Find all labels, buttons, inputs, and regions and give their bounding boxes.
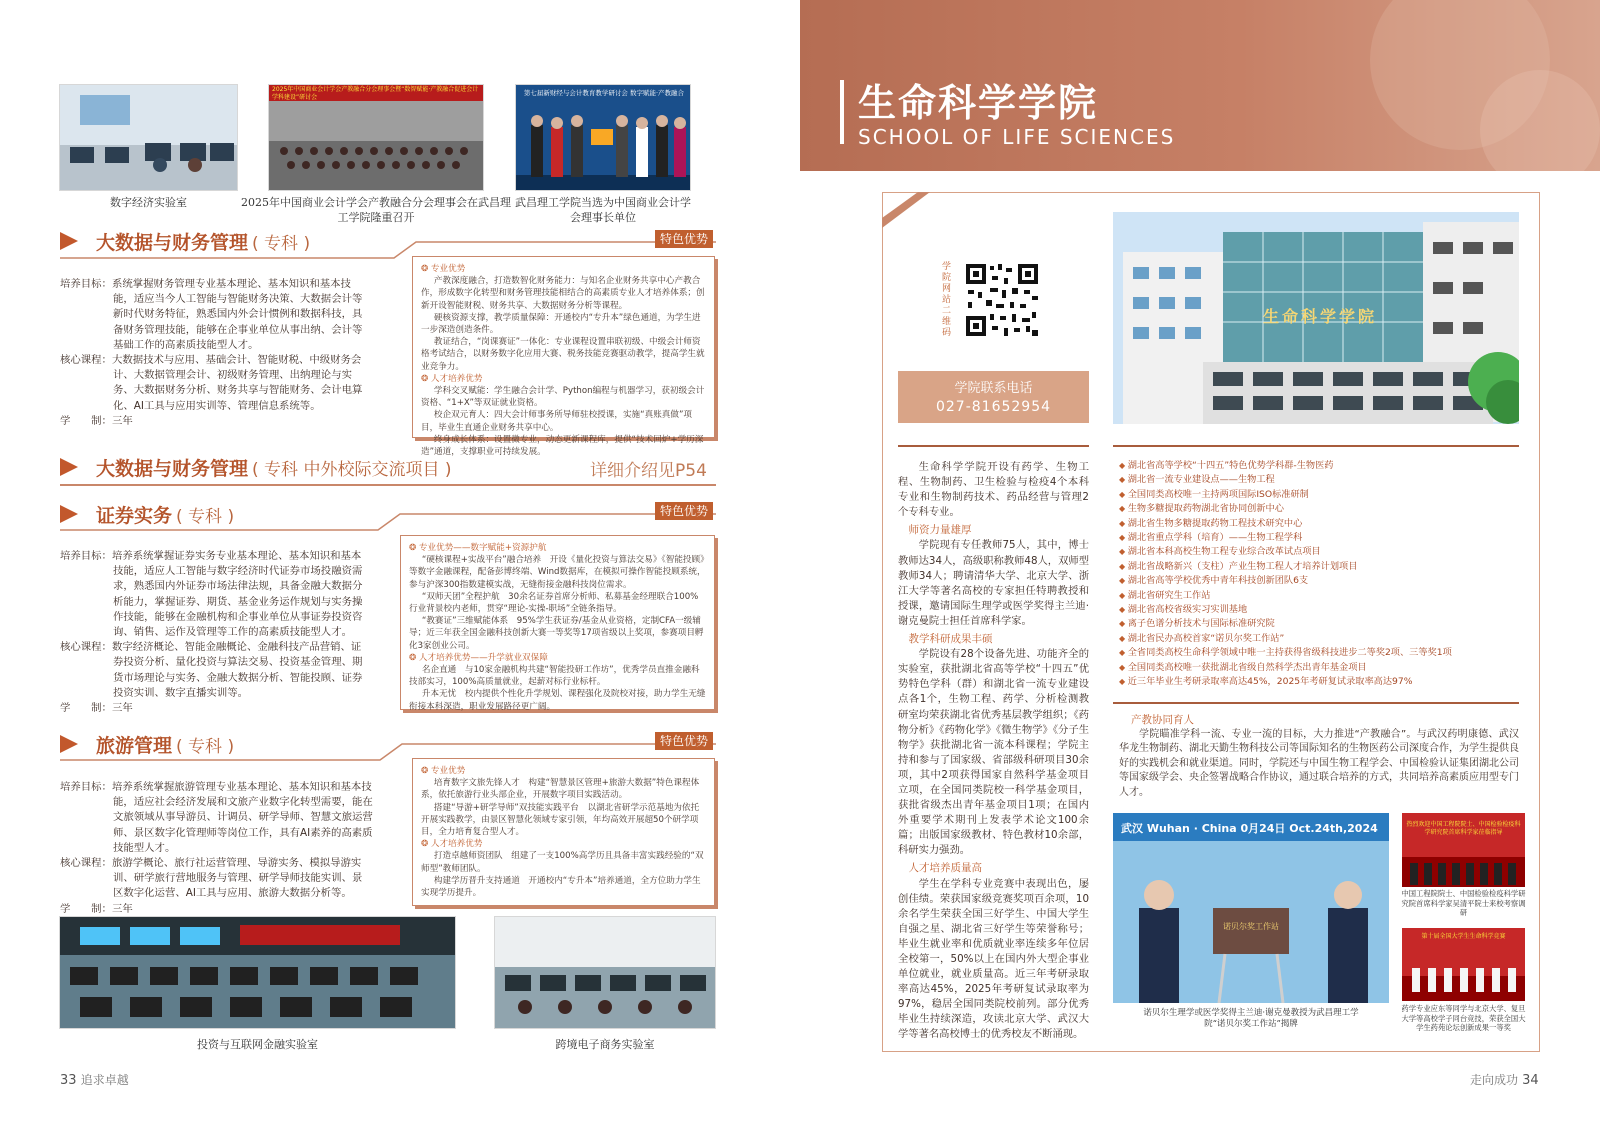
digital-economy-lab-photo [59, 84, 238, 191]
building-photo [1113, 212, 1519, 424]
arrow-icon [60, 458, 78, 476]
award-ceremony-photo [515, 84, 691, 191]
contact-phone-box[interactable] [898, 371, 1089, 423]
divider [1113, 702, 1519, 704]
list-item: ◆ 生物多糖提取药物湖北省协同创新中心 [1119, 502, 1519, 516]
photo-caption: 数字经济实验室 [110, 196, 187, 209]
winners-illustration [1402, 928, 1525, 1001]
list-item: ◆ 湖北省研究生工作站 [1119, 589, 1519, 603]
academician-visit-photo [1402, 813, 1525, 887]
phone-number: 027-81652954 [935, 399, 1052, 415]
photo-caption: 跨境电子商务实验室 [555, 1038, 655, 1051]
award-banner: 第十届全国大学生生命科学竞赛 [1421, 933, 1506, 940]
fintech-lab-photo [59, 916, 456, 1029]
photo-caption: 中国工程院院士、中国检验检疫科学研究院首席科学家吴清平院士来校考察调研 [1401, 889, 1526, 917]
crowd-illustration [269, 85, 484, 191]
photo-caption: 武昌理工学院当选为中国商业会计学会理事长单位 [515, 196, 691, 224]
list-item: ◆ 湖北省生物多糖提取药物工程技术研究中心 [1119, 517, 1519, 531]
section-body: 培养目标：系统掌握财务管理专业基本理论、基本知识和基本技 能，适应当今人工智能与智能财务决策、大数据会计等 新时代财务特征，熟悉国内外会计惯例和数据科技，具 备财务管理技能，能够在企事业单位从事出纳、会计等 基础工作的高素质技能型人才。 核心课程：大数据技术与应用、基础会计、智能财税、中级财务会 计、大数据管理会计、初级财务管理、出纳理论与实 务、大数据财务分析、财务共享与智能财务、会计电算 化、AI工具与应用实训等、管理信息系统等。 学 制：三年 [60, 278, 363, 427]
ceremony-illustration [1113, 813, 1389, 1003]
building-sign: 生命科学学院 [1263, 307, 1378, 326]
nobel-workstation-photo [1113, 813, 1389, 1003]
qr-code-icon[interactable] [964, 262, 1040, 338]
feature-box: ❂ 专业优势 产教深度融合，打造数智化财务能力：与知名企业财务共享中心产教合作，形成数字化转型和财务管理技能相结合的高素质专业人才培养体系；创新开设智能财税、财务共享、大数据财务分析等课程。 硬核资源支撑，教学质量保障：开通校内“专升本”绿色通道，为学生进一步深造创造条件。 教证结合，“岗课赛证”一体化：专业课程设置串联初级、中级会计师资格考试结合，以财务数字化应用大赛、税务技能竞赛驱动教学，提高学生就业竞争力。 ❂ 人才培养优势 学科交叉赋能：学生融合会计学、Python编程与机器学习，获初级会计资格、“1+X”等双证就业资格。 校企双元育人：四大会计师事务所导师驻校授课，实施“真账真做”项目，毕业生直通企业财务共享中心。 终身成长体系：设置微专业，动态更新课程库，提供“技术回炉+学历深造”通道，支撑职业可持续发展。 [412, 256, 715, 438]
conference-banner: 2025年中国商业会计学会产教融合分会理事会暨“数智赋能·产教融合促进会计学科建设”研讨会 [269, 85, 484, 101]
feature-tag: 特色优势 [655, 732, 713, 750]
school-header [800, 0, 1600, 171]
photo-caption: 诺贝尔生理学或医学奖得主兰迪·谢克曼教授为武昌理工学院“诺贝尔奖工作站”揭牌 [1143, 1008, 1359, 1029]
section-body: 培养目标：培养系统掌握证券实务专业基本理论、基本知识和基本 技能，适应人工智能与数字经济时代证券市场投融资需 求，熟悉国内外证券市场法律法规，具备金融大数据分 析能力，掌握证券、期货、基金业务运作规划与实务操 作技能，能够在金融机构和企事业单位从事证券投资咨 询、销售、运作及管理等工作的高素质技能型人才。 核心课程：数字经济概论、智能金融概论、金融科技产品营销、证 券投资分析、量化投资与算法交易、投资基金管理、期 货市场理论与实务、金融大数据分析、智能投顾、证券 投资实训、数字直播实训等。 学 制：三年 [60, 550, 363, 715]
qr-label: 学院网站二维码 [942, 262, 952, 338]
visit-banner: 热烈欢迎中国工程院院士、中国检验检疫科学研究院首席科学家莅临指导 [1406, 821, 1521, 836]
list-item: ◆ 离子色谱分析技术与国际标准研究院 [1119, 617, 1519, 631]
list-item: ◆ 湖北省本科高校生物工程专业综合改革试点项目 [1119, 545, 1519, 559]
photo-caption: 投资与互联网金融实验室 [197, 1038, 318, 1051]
feature-box: ❂ 专业优势——数字赋能+资源护航 “硬核课程+实战平台”融合培养 开设《量化投资与算法交易》《智能投顾》等数字金融课程，配备彭博终端、Wind数据库，在模拟可操作智能投顾系统，参与沪深300指数建模实战，无缝衔接金融科技岗位需求。 “双师天团”全程护航 30余名证券首席分析师、私募基金经理联合100%行业背景校内老师，贯穿“理论-实操-职场”全链条指导。 “教赛证”三维赋能体系 95%学生获证券/基金从业资格，定制CFA一级辅导；近三年获全国金融科技创新大赛一等奖等17项省级以上奖项，参赛项目孵化3家创业公司。 ❂ 人才培养优势——升学就业双保障 名企直通 与10家金融机构共建“智能投研工作坊”，优秀学员直推金融科技部实习，100%高质量就业，起薪对标行业标杆。 升本无忧 校内提供个性化升学规划、课程强化及院校对接，助力学生无缝衔接本科深造，职业发展路径更广阔。 [400, 535, 715, 710]
intro-column: 生命科学学院开设有药学、生物工程、生物制药、卫生检验与检疫4个本科专业和生物制药技术、药品经营与管理2个专科专业。 师资力量雄厚 学院现有专任教师75人，其中，博士教师达34人，高级职称教师48人，双师型教师34人；聘请清华大学、北京大学、浙江大学等著名高校的专家担任特聘教授和授课，邀请国际生理学或医学奖得主兰迪·谢克曼院士担任首席科学家。 教学科研成果丰硕 学院设有28个设备先进、功能齐全的实验室，获批湖北省高等学校“十四五”优势特色学科（群）和湖北省一流专业建设点各1个，生物工程、药学、分析检测教研室均荣获湖北省优秀基层教学组织；《药物分析》《药物化学》《微生物学》《分子生物学》获批湖北省一流本科课程；学院主持和参与了国家级、省部级科研项目30余项，其中2项获得国家自然科学基金项目立项，在全国同类院校一科学基金项目，获批省级杰出青年基金项目1项；在国内外重要学术期刊上发表学术论文100余篇；出版国家级教材、特色教材10余部，科研实力强劲。 人才培养质量高 学生在学科专业竞赛中表现出色，屡创佳绩。荣获国家级竞赛奖项百余项，10余名学生荣获全国三好学生、中国大学生自强之星、湖北省三好学生等荣誉称号；毕业生就业率和优质就业率连续多年位居全校第一，50%以上在国内外大型企事业单位就业，就业质量高。近三年考研录取率高达45%，2025年考研复试录取率为97%，稳居全国同类院校前列。部分优秀毕业生持续深造，攻读北京大学、武汉大学等著名高校博士的优秀校友不断涌现。 [898, 461, 1089, 1041]
divider [1113, 445, 1519, 447]
industry-section: 产教协同育人 学院瞄准学科一流、专业一流的目标，大力推进“产教融合”。与武汉药明康德、武汉华龙生物制药、湖北天勤生物科技公司等国际知名的生物医药公司深度合作，为学生提供良好的实践机会和就业渠道。同时，学院还与中国生物工程学会、中国检验认证集团湖北公司等国家级学会、央企签署战略合作协议，通过联合培养的方式，共同培养高素质应用型专门人才。 [1119, 714, 1519, 798]
plaque-text: 诺贝尔奖工作站 [1223, 922, 1279, 931]
phone-label: 学院联系电话 [954, 381, 1033, 396]
classroom-illustration [495, 917, 716, 1029]
section-body: 培养目标：培养系统掌握旅游管理专业基本理论、基本知识和基本技 能，适应社会经济发展和文旅产业数字化转型需要，能在 文旅领域从事导游员、计调员、研学导师、智慧文旅运营 师、景区数字化管理师等岗位工作，具有AI素养的高素质 技能型人才。 核心课程：旅游学概论、旅行社运营管理、导游实务、模拟导游实 训、研学旅行营地服务与管理、研学导师技能实训、景 区数字化运营、AI工具与应用、旅游大数据分析等。 学 制：三年 [60, 781, 373, 915]
section-title: 旅游管理 ( 专科 ) [60, 727, 234, 761]
photo-caption: 2025年中国商业会计学会产教融合分会理事会在武昌理工学院隆重召开 [241, 196, 511, 224]
list-item: ◆ 湖北省战略新兴（支柱）产业生物工程人才培养计划项目 [1119, 560, 1519, 574]
group-illustration [1402, 813, 1525, 887]
list-item: ◆ 全国同类高校唯一获批湖北省级自然科学杰出青年基金项目 [1119, 661, 1519, 675]
page-footer-left: 33 追求卓越 [60, 1073, 129, 1088]
divider [898, 445, 1089, 447]
list-item: ◆ 湖北省民办高校首家“诺贝尔奖工作站” [1119, 632, 1519, 646]
feature-tag: 特色优势 [655, 230, 713, 248]
ceremony-banner: 第七届新财经与会计教育教学研讨会 数字赋能·产教融合 [523, 89, 685, 97]
lab-photo-illustration [60, 85, 238, 191]
event-banner: 武汉 Wuhan · China 0月24日 Oct.24th,2024 [1113, 813, 1389, 841]
section-rule [60, 506, 720, 536]
school-title: 生命科学学院 [858, 80, 1099, 125]
list-item: ◆ 湖北省重点学科（培育）——生物工程学科 [1119, 531, 1519, 545]
section-title: 证券实务 ( 专科 ) [60, 497, 234, 531]
list-item: ◆ 全省同类高校生命科学领域中唯一主持获得省级科技进步二等奖2项、三等奖1项 [1119, 646, 1519, 660]
list-item: ◆ 湖北省高校省级实习实训基地 [1119, 603, 1519, 617]
people-illustration [516, 85, 691, 191]
section-title: 大数据与财务管理 ( 专科 中外校际交流项目 ) [60, 450, 452, 484]
page-footer-right: 走向成功 34 [1470, 1073, 1539, 1088]
competition-award-photo [1402, 928, 1525, 1001]
honors-list [1119, 459, 1519, 690]
trading-room-illustration [60, 917, 456, 1029]
conference-photo [268, 84, 484, 191]
feature-tag: 特色优势 [655, 502, 713, 520]
photo-caption: 药学专业应东等同学与北京大学、复旦大学等高校学子同台竞技，荣获全国大学生药苑论坛创新成果一等奖 [1401, 1004, 1526, 1032]
school-subtitle: SCHOOL OF LIFE SCIENCES [858, 125, 1176, 149]
list-item: ◆ 湖北省一流专业建设点——生物工程 [1119, 473, 1519, 487]
list-item: ◆ 湖北省高等学校“十四五”特色优势学科群-生物医药 [1119, 459, 1519, 473]
corner-decoration [882, 192, 932, 228]
list-item: ◆ 近三年毕业生考研录取率高达45%，2025年考研复试录取率高达97% [1119, 675, 1519, 689]
list-item: ◆ 湖北省高等学校优秀中青年科技创新团队6支 [1119, 574, 1519, 588]
section-rule [60, 484, 716, 486]
cross-border-ecommerce-lab-photo [494, 916, 716, 1029]
page-ref-link[interactable]: 详细介绍见P54 [590, 461, 707, 481]
list-item: ◆ 全国同类高校唯一主持两项国际ISO标准研制 [1119, 488, 1519, 502]
section-title: 大数据与财务管理 ( 专科 ) [60, 224, 310, 258]
feature-box: ❂ 专业优势 培育数字文旅先锋人才 构建“智慧景区管理+旅游大数据”特色课程体系，依托旅游行业头部企业，开展数字项目实践活动。 搭建“导游+研学导师”双技能实践平台 以湖北省研学示范基地为依托开展实践教学，由景区智慧化领域专家引领，年均高效开展超50个研学项目，全力培育复合型人才。 ❂ 人才培养优势 打造卓越师资团队 组建了一支100%高学历且具备丰富实践经验的“双师型”教师团队。 构建学历晋升支持通道 开通校内“专升本”培养通道，全方位助力学生实现学历提升。 [412, 758, 715, 906]
